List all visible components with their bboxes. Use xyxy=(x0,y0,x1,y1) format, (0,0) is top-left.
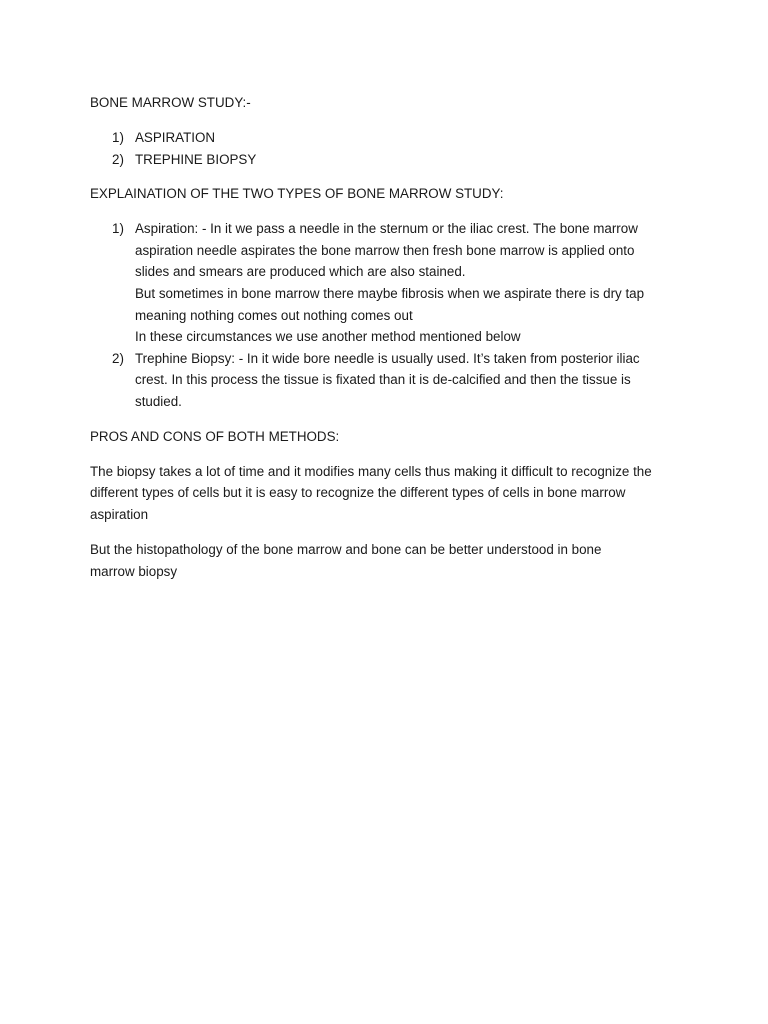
list-item xyxy=(90,149,690,171)
text-line: The biopsy takes a lot of time and it modifies many cells thus making it difficult to recognize the xyxy=(90,463,652,479)
document-title: BONE MARROW STUDY:- xyxy=(90,95,251,110)
list-item-label: ASPIRATION xyxy=(135,130,216,145)
paragraph xyxy=(90,461,690,526)
list-item xyxy=(90,218,690,348)
explanation-heading: EXPLAINATION OF THE TWO TYPES OF BONE MARROW STUDY: xyxy=(90,186,504,202)
list-number: 2) xyxy=(112,350,124,366)
text-line: crest. In this process the tissue is fixated than it is de-calcified and then the tissue is xyxy=(135,372,631,388)
types-list xyxy=(90,127,690,170)
text-line: slides and smears are produced which are also stained. xyxy=(135,264,466,280)
list-item xyxy=(90,348,690,413)
pros-cons-heading: PROS AND CONS OF BOTH METHODS: xyxy=(90,428,340,444)
text-line: aspiration xyxy=(90,506,149,522)
text-line: But the histopathology of the bone marrow and bone can be better understood in bone xyxy=(90,542,602,558)
list-number: 2) xyxy=(112,151,124,167)
list-item-label: TREPHINE BIOPSY xyxy=(135,151,257,167)
list-number: 1) xyxy=(112,130,124,145)
text-line: Aspiration: - In it we pass a needle in the sternum or the iliac crest. The bone marrow xyxy=(135,221,638,237)
text-line: marrow biopsy xyxy=(90,563,178,579)
text-line: Trephine Biopsy: - In it wide bore needle is usually used. It’s taken from posterior iliac xyxy=(135,350,640,366)
text-line: different types of cells but it is easy to recognize the different types of cells in bone marrow xyxy=(90,485,626,501)
explanations-list xyxy=(90,218,690,412)
list-item xyxy=(90,127,690,149)
text-line: meaning nothing comes out nothing comes out xyxy=(135,307,413,323)
document-page xyxy=(90,93,690,583)
paragraph xyxy=(90,539,690,582)
list-number: 1) xyxy=(112,221,124,237)
text-line: In these circumstances we use another method mentioned below xyxy=(135,329,521,345)
text-line: aspiration needle aspirates the bone marrow then fresh bone marrow is applied onto xyxy=(135,242,635,258)
text-line: studied. xyxy=(135,393,182,409)
text-line: But sometimes in bone marrow there maybe fibrosis when we aspirate there is dry tap xyxy=(135,285,645,301)
